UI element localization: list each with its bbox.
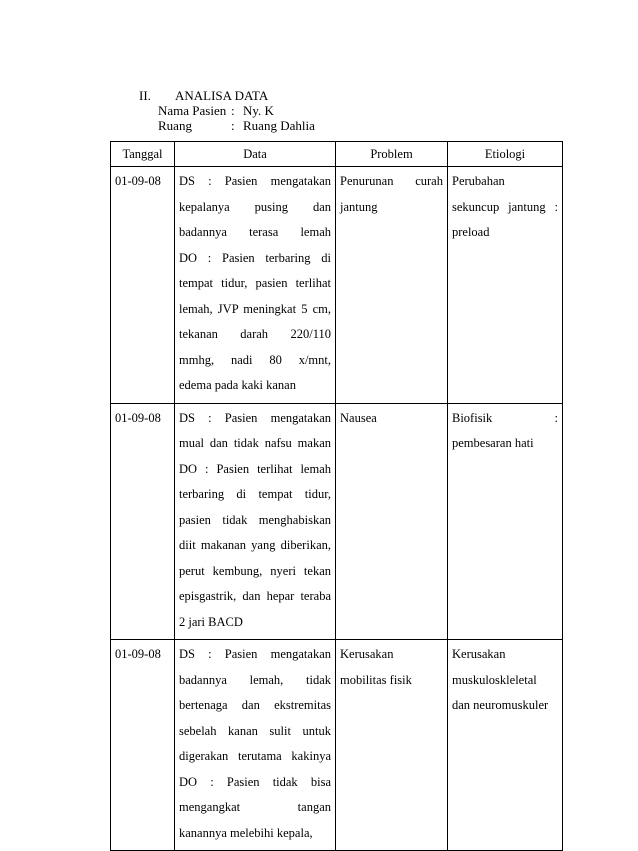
cell-data-line: sebelah kanan sulit untuk bbox=[179, 723, 331, 738]
cell-data-line: mengangkat tangan bbox=[179, 800, 331, 814]
patient-room-label: Ruang bbox=[158, 118, 192, 133]
cell-problem-line: jantung bbox=[340, 199, 378, 214]
header-etiology: Etiologi bbox=[448, 142, 563, 167]
cell-data-line: digerakan terutama kakinya bbox=[179, 749, 331, 763]
cell-problem-line: mobilitas fisik bbox=[340, 672, 412, 687]
cell-etiology-line: Perubahan bbox=[452, 174, 505, 188]
section-heading bbox=[139, 88, 268, 103]
cell-etiology-line: preload bbox=[452, 225, 490, 239]
cell-problem-line: Penurunan curah bbox=[340, 174, 443, 188]
cell-etiology-line: muskuloskleletal bbox=[452, 672, 537, 687]
cell-date bbox=[111, 403, 175, 640]
cell-etiology bbox=[448, 640, 563, 851]
cell-data-line: perut kembung, nyeri tekan bbox=[179, 563, 331, 578]
table-row bbox=[111, 403, 563, 640]
header-date: Tanggal bbox=[111, 142, 175, 167]
cell-data-line: DO : Pasien tidak bisa bbox=[179, 774, 331, 789]
cell-data-line: DO : Pasien terlihat lemah bbox=[179, 461, 331, 476]
cell-data-line: lemah, JVP meningkat 5 cm, bbox=[179, 301, 331, 316]
cell-data-line: DS : Pasien mengatakan bbox=[179, 174, 331, 188]
separator: : bbox=[231, 103, 235, 118]
cell-data-line: 2 jari BACD bbox=[179, 614, 243, 629]
patient-name-label: Nama Pasien bbox=[158, 103, 227, 118]
patient-room-row bbox=[158, 118, 315, 133]
cell-date-value: 01-09-08 bbox=[115, 410, 161, 425]
cell-data-line: badannya terasa lemah bbox=[179, 225, 331, 239]
cell-problem bbox=[336, 640, 448, 851]
cell-problem-line: Nausea bbox=[340, 410, 377, 425]
cell-problem bbox=[336, 403, 448, 640]
cell-date-value: 01-09-08 bbox=[115, 647, 161, 661]
table-header-row bbox=[111, 142, 563, 167]
cell-data-line: DS : Pasien mengatakan bbox=[179, 647, 331, 661]
cell-date-value: 01-09-08 bbox=[115, 174, 161, 188]
cell-data bbox=[175, 167, 336, 404]
cell-data-line: mmhg, nadi 80 x/mnt, bbox=[179, 352, 331, 367]
cell-data-line: DO : Pasien terbaring di bbox=[179, 250, 331, 265]
cell-etiology-line: Biofisik : bbox=[452, 410, 558, 425]
header-data: Data bbox=[175, 142, 336, 167]
cell-etiology bbox=[448, 403, 563, 640]
cell-problem bbox=[336, 167, 448, 404]
header-problem: Problem bbox=[336, 142, 448, 167]
cell-data-line: tekanan darah 220/110 bbox=[179, 327, 331, 341]
patient-room-value: Ruang Dahlia bbox=[243, 118, 315, 133]
section-title: ANALISA DATA bbox=[175, 88, 269, 103]
cell-data bbox=[175, 640, 336, 851]
cell-etiology bbox=[448, 167, 563, 404]
analysis-table bbox=[110, 141, 563, 851]
cell-data-line: episgastrik, dan hepar teraba bbox=[179, 589, 331, 603]
separator: : bbox=[231, 118, 235, 133]
cell-data-line: edema pada kaki kanan bbox=[179, 378, 296, 392]
cell-data-line: terbaring di tempat tidur, bbox=[179, 487, 331, 501]
cell-etiology-line: sekuncup jantung : bbox=[452, 199, 558, 214]
table-row bbox=[111, 167, 563, 404]
cell-data bbox=[175, 403, 336, 640]
cell-data-line: tempat tidur, pasien terlihat bbox=[179, 276, 331, 290]
cell-data-line: badannya lemah, tidak bbox=[179, 672, 331, 687]
cell-problem-line: Kerusakan bbox=[340, 647, 394, 661]
cell-etiology-line: dan neuromuskuler bbox=[452, 698, 549, 712]
cell-data-line: kepalanya pusing dan bbox=[179, 199, 331, 214]
patient-name-value: Ny. K bbox=[243, 103, 274, 118]
cell-etiology-line: Kerusakan bbox=[452, 647, 506, 661]
cell-data-line: kanannya melebihi kepala, bbox=[179, 825, 313, 840]
cell-data-line: pasien tidak menghabiskan bbox=[179, 512, 331, 527]
cell-data-line: mual dan tidak nafsu makan bbox=[179, 436, 331, 450]
patient-name-row bbox=[158, 103, 274, 118]
cell-date bbox=[111, 640, 175, 851]
cell-etiology-line: pembesaran hati bbox=[452, 436, 534, 450]
table-row bbox=[111, 640, 563, 851]
cell-data-line: DS : Pasien mengatakan bbox=[179, 410, 331, 425]
cell-data-line: bertenaga dan ekstremitas bbox=[179, 698, 331, 712]
cell-data-line: diit makanan yang diberikan, bbox=[179, 538, 331, 552]
section-number: II. bbox=[139, 88, 151, 103]
cell-date bbox=[111, 167, 175, 404]
